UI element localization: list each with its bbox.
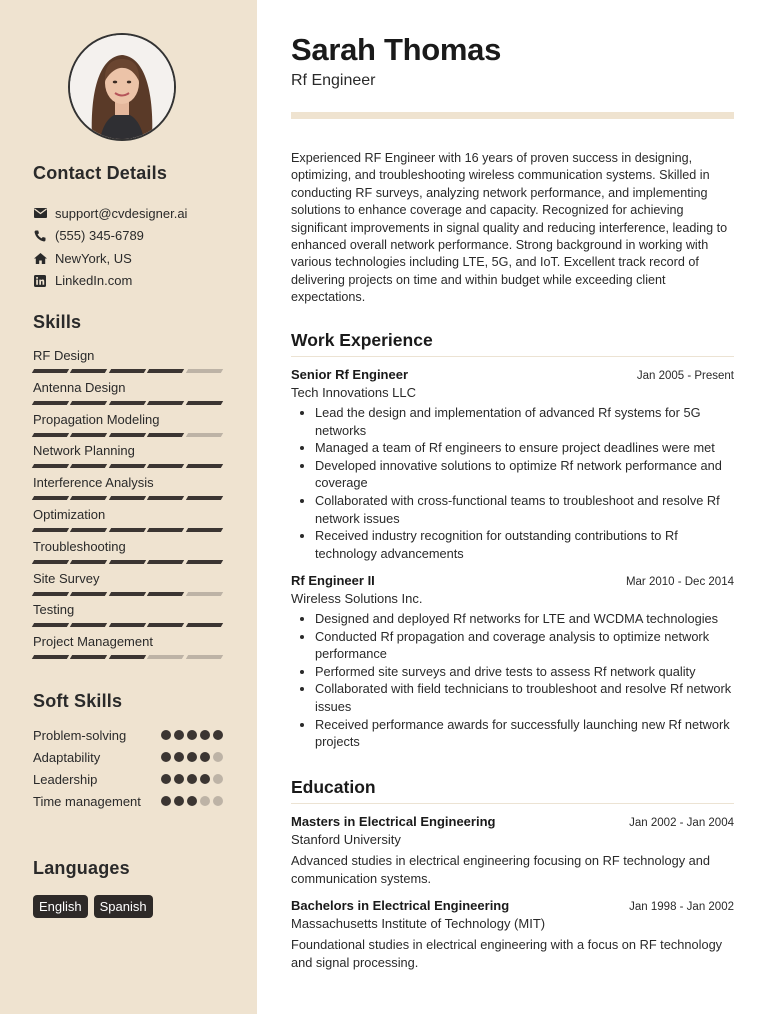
work-bullet: • Collaborated with field technicians to troubleshoot and resolve Rf network issues bbox=[315, 680, 734, 715]
main-content bbox=[257, 0, 768, 1014]
skill-level-segment bbox=[109, 401, 147, 405]
soft-skill-name: Adaptability bbox=[33, 750, 101, 765]
skill-level-segment bbox=[32, 592, 70, 596]
skill-level-segment bbox=[147, 560, 185, 564]
skill-level-segment bbox=[32, 464, 70, 468]
skill-level-segment bbox=[109, 496, 147, 500]
work-bullet: • Collaborated with cross-functional teams to troubleshoot and resolve Rf network issues bbox=[315, 492, 734, 527]
skill-level-bars bbox=[33, 623, 223, 627]
skill-level-segment bbox=[185, 433, 223, 437]
soft-skill-level-dot bbox=[200, 730, 210, 740]
skill-level-bars bbox=[33, 464, 223, 468]
soft-skill-level-dot bbox=[200, 796, 210, 806]
education-entry-1 bbox=[291, 814, 734, 888]
skill-level-bars bbox=[33, 369, 223, 373]
work-entry-1 bbox=[291, 367, 734, 562]
contact-email[interactable] bbox=[33, 202, 243, 225]
skill-level-segment bbox=[109, 433, 147, 437]
contact-list bbox=[33, 202, 243, 292]
education-title: Education bbox=[291, 777, 376, 797]
skill-level-segment bbox=[147, 401, 185, 405]
contact-title: Contact Details bbox=[33, 163, 168, 183]
soft-skill-item bbox=[33, 771, 223, 793]
skill-level-segment bbox=[147, 623, 185, 627]
work-title: Work Experience bbox=[291, 330, 433, 350]
skill-level-bars bbox=[33, 655, 223, 659]
profile-summary: Experienced RF Engineer with 16 years of proven success in designing, optimizing, and troubleshooting wireless communication systems. Skilled in conducting RF surveys, analyzing network performance, and implementing solutions to enhance coverage and capacity. Recognized for achieving significant improvements in signal quality and reducing interference, leading to enhanced overall network performance. Strong background in working with various technologies including LTE, 5G, and IoT. Excellent track record of delivering projects on time and within budget while exceeding client expectations. bbox=[291, 151, 728, 305]
languages-title: Languages bbox=[33, 858, 130, 878]
soft-skill-name: Leadership bbox=[33, 772, 98, 787]
skill-level-bars bbox=[33, 496, 223, 500]
soft-skill-level-dot bbox=[200, 774, 210, 784]
skill-name: Site Survey bbox=[33, 570, 100, 586]
work-bullet: • Performed site surveys and drive tests to assess Rf network quality bbox=[315, 663, 734, 681]
skill-level-bars bbox=[33, 560, 223, 564]
header-accent-bar bbox=[291, 112, 734, 119]
soft-skill-level-dot bbox=[174, 730, 184, 740]
edu-school: Stanford University bbox=[291, 832, 401, 847]
soft-skill-level-dots bbox=[161, 752, 223, 762]
skill-level-segment bbox=[147, 496, 185, 500]
skill-level-segment bbox=[32, 528, 70, 532]
work-date: Jan 2005 - Present bbox=[636, 370, 734, 382]
skill-level-segment bbox=[185, 464, 223, 468]
edu-date: Jan 2002 - Jan 2004 bbox=[629, 817, 734, 829]
soft-skill-level-dot bbox=[187, 730, 197, 740]
skill-name: Troubleshooting bbox=[33, 538, 126, 554]
work-bullet: • Designed and deployed Rf networks for LTE and WCDMA technologies bbox=[315, 610, 734, 628]
skill-level-bars bbox=[33, 528, 223, 532]
skill-level-segment bbox=[109, 528, 147, 532]
candidate-name: Sarah Thomas bbox=[291, 32, 502, 67]
contact-phone[interactable] bbox=[33, 225, 243, 248]
skills-list bbox=[33, 347, 223, 665]
edu-description: Advanced studies in electrical engineering focusing on RF technology and communication systems. bbox=[291, 853, 711, 886]
sidebar bbox=[0, 0, 257, 1014]
languages-list bbox=[33, 895, 153, 918]
skill-level-bars bbox=[33, 433, 223, 437]
work-org: Tech Innovations LLC bbox=[291, 385, 417, 400]
skill-name: Propagation Modeling bbox=[33, 411, 160, 427]
skill-level-segment bbox=[32, 433, 70, 437]
work-bullet: • Received industry recognition for outstanding contributions to Rf technology advancements bbox=[315, 527, 734, 562]
soft-skill-level-dots bbox=[161, 774, 223, 784]
edu-degree: Masters in Electrical Engineering bbox=[291, 814, 496, 829]
skill-level-segment bbox=[109, 592, 147, 596]
soft-skill-level-dot bbox=[187, 774, 197, 784]
skill-item bbox=[33, 347, 223, 379]
skill-level-segment bbox=[70, 369, 108, 373]
skill-level-segment bbox=[147, 433, 185, 437]
envelope-icon bbox=[33, 206, 47, 220]
skill-name: RF Design bbox=[33, 348, 95, 363]
edu-degree: Bachelors in Electrical Engineering bbox=[291, 898, 510, 913]
soft-skill-level-dot bbox=[174, 796, 184, 806]
soft-skill-level-dot bbox=[161, 774, 171, 784]
work-bullet: • Managed a team of Rf engineers to ensure project deadlines were met bbox=[315, 439, 734, 457]
soft-skill-item bbox=[33, 749, 223, 771]
work-bullet: • Lead the design and implementation of advanced Rf systems for 5G networks bbox=[315, 404, 734, 439]
contact-email-text: support@cvdesigner.ai bbox=[55, 205, 188, 221]
contact-linkedin[interactable] bbox=[33, 270, 243, 293]
skill-item bbox=[33, 633, 223, 665]
skill-level-segment bbox=[147, 528, 185, 532]
skill-level-segment bbox=[70, 655, 108, 659]
edu-school: Massachusetts Institute of Technology (MIT) bbox=[291, 916, 546, 931]
skill-item bbox=[33, 411, 223, 443]
skill-level-segment bbox=[70, 401, 108, 405]
home-icon bbox=[33, 251, 47, 265]
skill-level-segment bbox=[185, 496, 223, 500]
soft-skill-level-dot bbox=[174, 752, 184, 762]
skill-level-segment bbox=[185, 655, 223, 659]
soft-skill-level-dot bbox=[161, 752, 171, 762]
skill-level-segment bbox=[185, 592, 223, 596]
phone-icon bbox=[33, 229, 47, 243]
soft-skill-level-dots bbox=[161, 730, 223, 740]
education-entry-2 bbox=[291, 898, 734, 972]
work-bullet: • Received performance awards for successfully launching new Rf network projects bbox=[315, 716, 734, 751]
skill-level-segment bbox=[70, 433, 108, 437]
work-org: Wireless Solutions Inc. bbox=[291, 591, 423, 606]
skill-item bbox=[33, 538, 223, 570]
skill-name: Network Planning bbox=[33, 443, 135, 459]
skill-item bbox=[33, 506, 223, 538]
skill-name: Project Management bbox=[33, 634, 153, 650]
skill-level-segment bbox=[185, 401, 223, 405]
work-role: Senior Rf Engineer bbox=[291, 367, 409, 382]
skill-name: Optimization bbox=[33, 506, 106, 522]
soft-skill-name: Problem-solving bbox=[33, 728, 127, 743]
soft-skill-level-dot bbox=[174, 774, 184, 784]
skill-level-segment bbox=[32, 655, 70, 659]
soft-skill-level-dot bbox=[187, 796, 197, 806]
soft-skill-level-dot bbox=[213, 796, 223, 806]
contact-linkedin-text: LinkedIn.com bbox=[55, 273, 133, 289]
contact-location bbox=[33, 247, 243, 270]
skill-level-segment bbox=[147, 369, 185, 373]
work-bullets bbox=[291, 610, 734, 751]
soft-skill-level-dot bbox=[187, 752, 197, 762]
work-entry-2 bbox=[291, 573, 734, 751]
work-divider bbox=[291, 356, 734, 357]
soft-skill-level-dot bbox=[161, 796, 171, 806]
edu-date: Jan 1998 - Jan 2002 bbox=[629, 901, 734, 913]
language-tag: Spanish bbox=[94, 895, 153, 918]
skill-name: Testing bbox=[33, 602, 75, 618]
soft-skill-level-dots bbox=[161, 796, 223, 806]
skill-level-segment bbox=[70, 560, 108, 564]
soft-skills-title: Soft Skills bbox=[33, 691, 123, 711]
skill-level-segment bbox=[32, 560, 70, 564]
skill-level-segment bbox=[109, 655, 147, 659]
skill-level-segment bbox=[147, 655, 185, 659]
skill-level-segment bbox=[109, 464, 147, 468]
skill-level-segment bbox=[32, 369, 70, 373]
skill-level-segment bbox=[70, 464, 108, 468]
work-bullet: • Conducted Rf propagation and coverage analysis to optimize network performance bbox=[315, 628, 734, 663]
soft-skill-level-dot bbox=[213, 730, 223, 740]
soft-skill-name: Time management bbox=[33, 794, 141, 809]
edu-description: Foundational studies in electrical engineering with a focus on RF technology and signal processing. bbox=[291, 937, 723, 970]
skill-item bbox=[33, 474, 223, 506]
skill-level-segment bbox=[70, 528, 108, 532]
skill-level-segment bbox=[109, 560, 147, 564]
linkedin-icon bbox=[33, 274, 47, 288]
skill-level-segment bbox=[185, 528, 223, 532]
skill-level-segment bbox=[185, 560, 223, 564]
work-bullet: • Developed innovative solutions to optimize Rf network performance and coverage bbox=[315, 457, 734, 492]
work-date: Mar 2010 - Dec 2014 bbox=[625, 576, 734, 588]
candidate-title: Rf Engineer bbox=[291, 72, 376, 89]
skill-level-segment bbox=[185, 623, 223, 627]
soft-skill-item bbox=[33, 727, 223, 749]
language-tag: English bbox=[33, 895, 88, 918]
skill-item bbox=[33, 570, 223, 602]
skill-level-bars bbox=[33, 592, 223, 596]
soft-skills-list bbox=[33, 727, 223, 815]
contact-location-text: NewYork, US bbox=[55, 250, 132, 266]
skill-level-segment bbox=[70, 592, 108, 596]
skill-level-segment bbox=[109, 369, 147, 373]
skill-level-segment bbox=[147, 464, 185, 468]
soft-skill-level-dot bbox=[213, 752, 223, 762]
skill-level-segment bbox=[109, 623, 147, 627]
skill-level-segment bbox=[32, 496, 70, 500]
skill-name: Antenna Design bbox=[33, 379, 126, 395]
soft-skill-level-dot bbox=[200, 752, 210, 762]
skill-level-segment bbox=[32, 623, 70, 627]
skill-name: Interference Analysis bbox=[33, 475, 154, 491]
skill-level-segment bbox=[185, 369, 223, 373]
skill-level-segment bbox=[70, 623, 108, 627]
soft-skill-level-dot bbox=[213, 774, 223, 784]
skill-level-segment bbox=[32, 401, 70, 405]
soft-skill-item bbox=[33, 793, 223, 815]
skill-item bbox=[33, 379, 223, 411]
profile-photo bbox=[68, 33, 176, 141]
skill-item bbox=[33, 601, 223, 633]
skill-level-segment bbox=[147, 592, 185, 596]
contact-phone-text: (555) 345-6789 bbox=[55, 228, 144, 244]
work-role: Rf Engineer II bbox=[291, 573, 375, 588]
skill-item bbox=[33, 442, 223, 474]
skill-level-bars bbox=[33, 401, 223, 405]
skills-title: Skills bbox=[33, 312, 82, 332]
soft-skill-level-dot bbox=[161, 730, 171, 740]
education-divider bbox=[291, 803, 734, 804]
work-bullets bbox=[291, 404, 734, 562]
skill-level-segment bbox=[70, 496, 108, 500]
